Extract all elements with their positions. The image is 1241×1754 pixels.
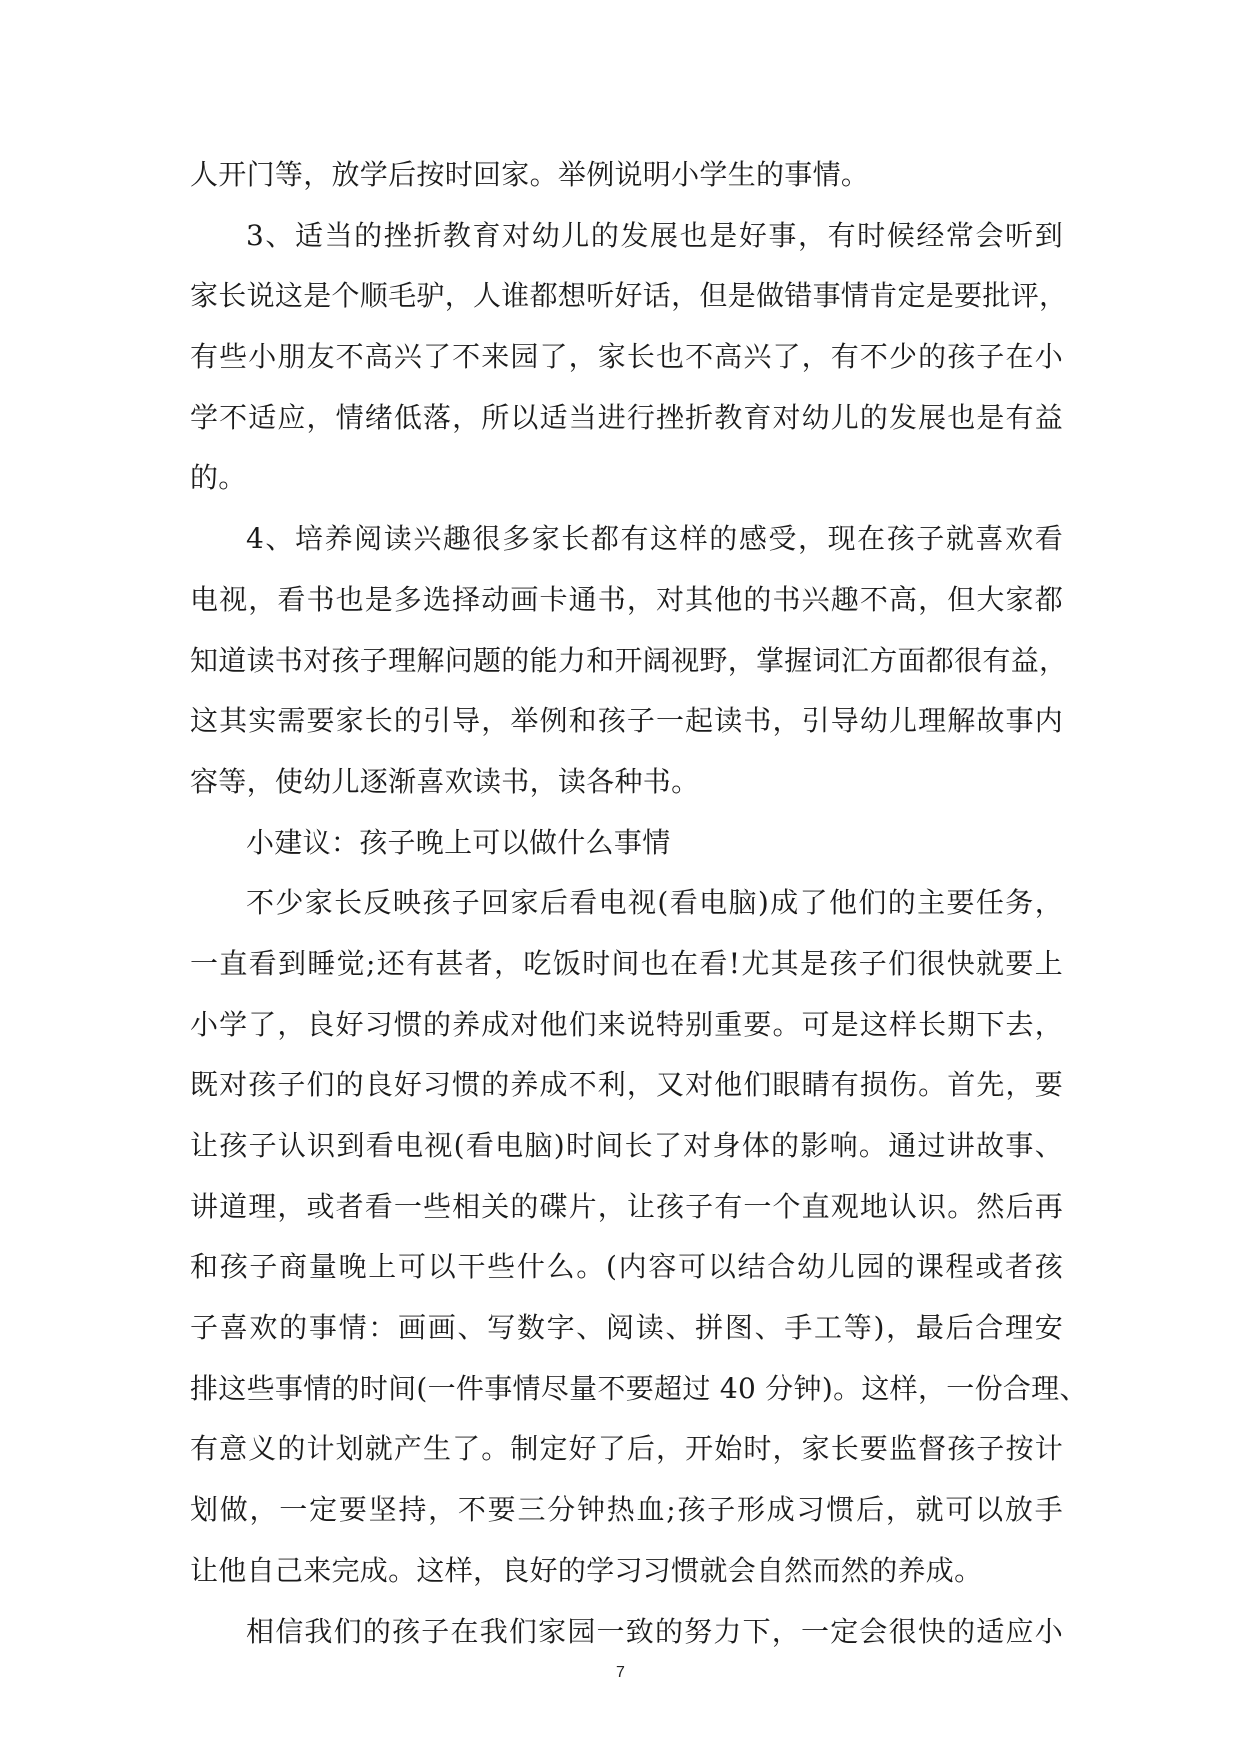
text-line: 相信我们的孩子在我们家园一致的努力下，一定会很快的适应小 <box>246 1614 1063 1648</box>
text-line: 小学了，良好习惯的养成对他们来说特别重要。可是这样长期下去， <box>190 1007 1063 1041</box>
text-line: 容等，使幼儿逐渐喜欢读书，读各种书。 <box>190 764 700 798</box>
text-line: 4、培养阅读兴趣很多家长都有这样的感受，现在孩子就喜欢看 <box>246 522 1063 556</box>
section-heading: 小建议：孩子晚上可以做什么事情 <box>246 825 671 859</box>
text-line: 有意义的计划就产生了。制定好了后，开始时，家长要监督孩子按计 <box>190 1432 1063 1466</box>
text-line: 讲道理，或者看一些相关的碟片，让孩子有一个直观地认识。然后再 <box>190 1189 1063 1223</box>
text-line: 电视，看书也是多选择动画卡通书，对其他的书兴趣不高，但大家都 <box>190 582 1063 616</box>
text-line: 不少家长反映孩子回家后看电视(看电脑)成了他们的主要任务， <box>246 886 1063 920</box>
text-line: 这其实需要家长的引导，举例和孩子一起读书，引导幼儿理解故事内 <box>190 704 1063 738</box>
text-line: 有些小朋友不高兴了不来园了，家长也不高兴了，有不少的孩子在小 <box>190 340 1063 374</box>
text-line: 让孩子认识到看电视(看电脑)时间长了对身体的影响。通过讲故事、 <box>190 1129 1063 1162</box>
text-line: 一直看到睡觉;还有甚者，吃饭时间也在看!尤其是孩子们很快就要上 <box>190 946 1063 980</box>
body-text <box>190 145 1088 1662</box>
text-line: 3、适当的挫折教育对幼儿的发展也是好事，有时候经常会听到 <box>246 218 1063 252</box>
text-line: 人开门等，放学后按时回家。举例说明小学生的事情。 <box>190 158 870 191</box>
text-line: 知道读书对孩子理解问题的能力和开阔视野，掌握词汇方面都很有益， <box>190 643 1068 677</box>
page-number: 7 <box>616 1664 625 1681</box>
text-line: 既对孩子们的良好习惯的养成不利，又对他们眼睛有损伤。首先，要 <box>190 1068 1063 1102</box>
text-line: 的。 <box>190 461 247 495</box>
text-line: 子喜欢的事情：画画、写数字、阅读、拼图、手工等)，最后合理安 <box>190 1311 1063 1345</box>
text-line: 和孩子商量晚上可以干些什么。(内容可以结合幼儿园的课程或者孩 <box>190 1250 1063 1284</box>
text-line: 家长说这是个顺毛驴，人谁都想听好话，但是做错事情肯定是要批评， <box>190 279 1068 313</box>
text-line: 学不适应，情绪低落，所以适当进行挫折教育对幼儿的发展也是有益 <box>190 400 1063 434</box>
text-line: 排这些事情的时间(一件事情尽量不要超过 40 分钟)。这样，一份合理、 <box>190 1371 1088 1405</box>
text-line: 划做，一定要坚持，不要三分钟热血;孩子形成习惯后，就可以放手 <box>190 1493 1063 1527</box>
text-line: 让他自己来完成。这样，良好的学习习惯就会自然而然的养成。 <box>190 1553 983 1587</box>
